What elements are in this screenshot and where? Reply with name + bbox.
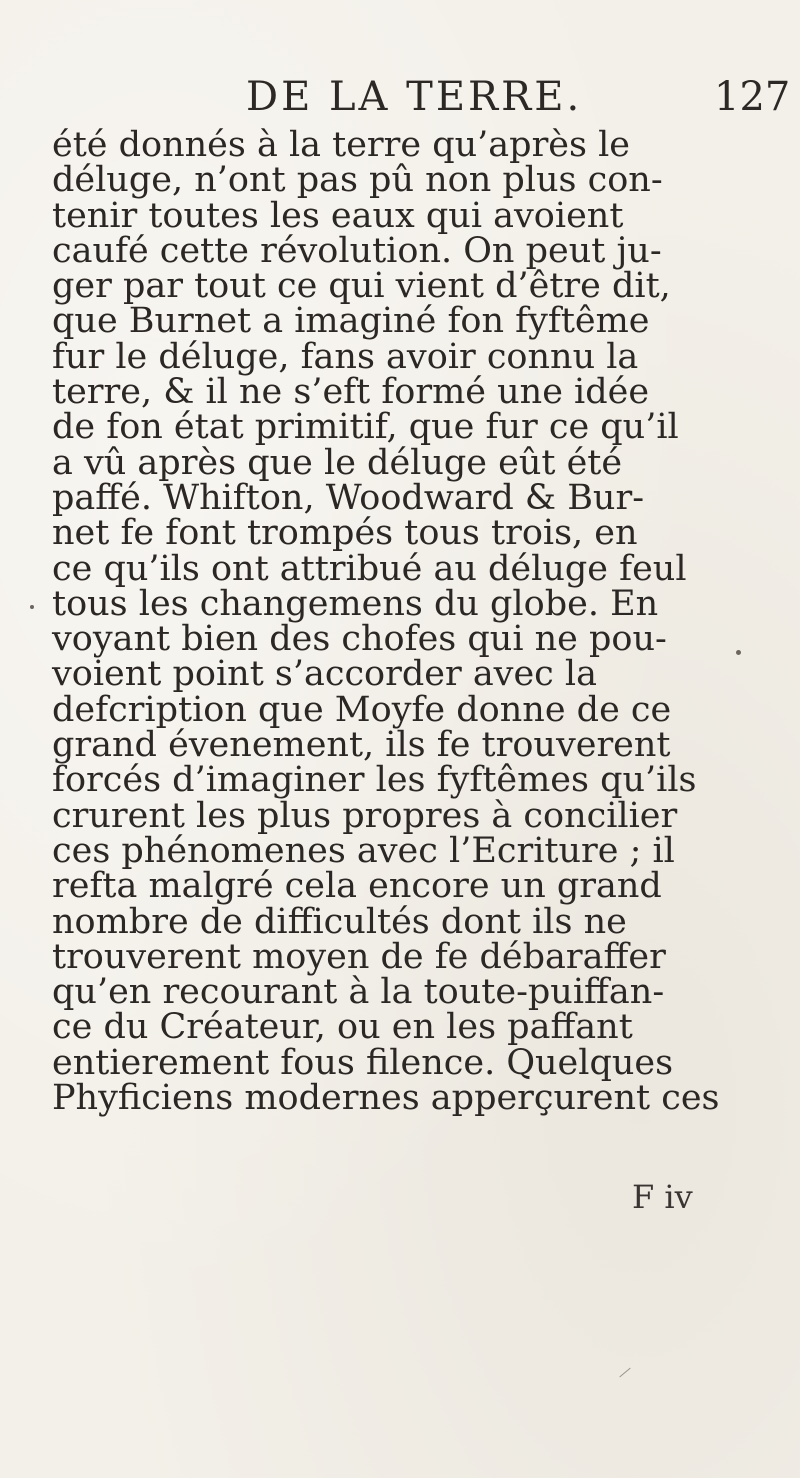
text-line: tous les changemens du globe. En — [52, 583, 659, 624]
text-line: ger par tout ce qui vient d’être dit, — [52, 266, 671, 307]
text-line: net fe font trompés tous trois, en — [52, 513, 638, 554]
text-line: ces phénomenes avec l’Ecriture ; il — [52, 830, 675, 871]
ink-speck — [736, 650, 741, 655]
page-number: 127 — [714, 74, 791, 120]
text-line: defcription que Moyfe donne de ce — [52, 689, 672, 730]
text-line: crurent les plus propres à concilier — [52, 795, 678, 836]
text-line: ce du Créateur, ou en les paffant — [52, 1007, 633, 1048]
text-line: nombre de difficultés dont ils ne — [52, 901, 627, 942]
text-line: entierement fous filence. Quelques — [52, 1042, 674, 1083]
text-line: été donnés à la terre qu’après le — [52, 125, 631, 165]
running-head — [0, 70, 800, 120]
text-line: trouverent moyen de fe débaraffer — [52, 936, 666, 977]
body-text — [52, 125, 762, 1119]
text-line: paffé. Whifton, Woodward & Bur- — [52, 477, 645, 518]
text-line: a vû après que le déluge eût été — [52, 442, 623, 483]
text-line: forcés d’imaginer les fyftêmes qu’ils — [52, 760, 697, 801]
text-line: de fon état primitif, que fur ce qu’il — [52, 407, 679, 448]
text-line: tenir toutes les eaux qui avoient — [52, 195, 624, 236]
ink-speck — [30, 605, 34, 609]
text-line: terre, & il ne s’eft formé une idée — [52, 372, 650, 413]
paper-mark — [619, 1368, 630, 1378]
text-line: refta malgré cela encore un grand — [52, 866, 662, 907]
text-line: voyant bien des chofes qui ne pou- — [52, 619, 667, 660]
text-line: ce qu’ils ont attribué au déluge feul — [52, 548, 687, 589]
text-line: qu’en recourant à la toute-puiffan- — [52, 972, 665, 1013]
running-title: DE LA TERRE. — [246, 74, 583, 120]
text-line: caufé cette révolution. On peut ju- — [52, 230, 662, 271]
text-line: que Burnet a imaginé fon fyftême — [52, 301, 650, 342]
text-line: Phyficiens modernes apperçurent ces — [52, 1078, 720, 1119]
text-line: fur le déluge, fans avoir connu la — [52, 336, 639, 377]
text-line: déluge, n’ont pas pû non plus con- — [52, 160, 663, 201]
signature-mark: F iv — [632, 1178, 693, 1216]
text-line: grand évenement, ils fe trouverent — [52, 725, 671, 766]
text-line: voient point s’accorder avec la — [52, 654, 597, 695]
